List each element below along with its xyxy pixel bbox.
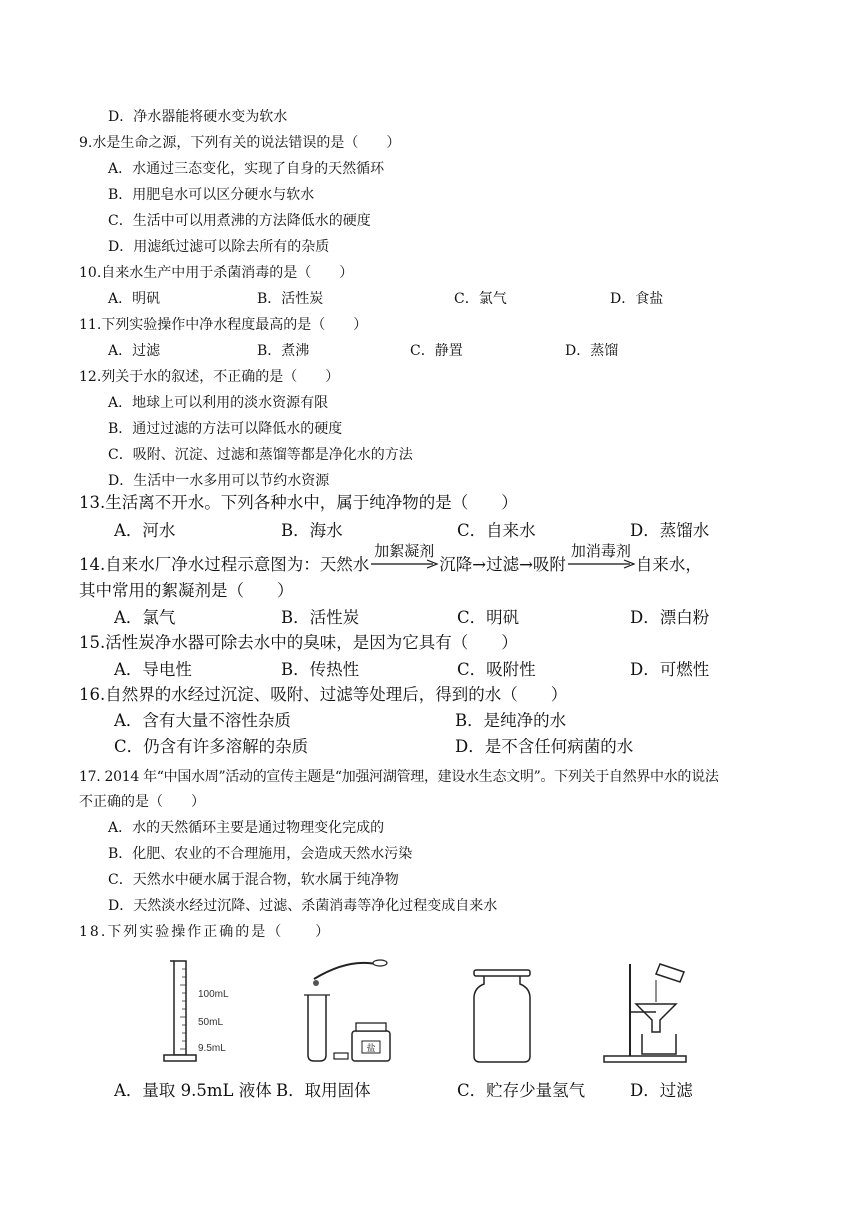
q15-option-c: C．吸附性 — [457, 660, 536, 679]
q13-stem: 13.生活离不开水。下列各种水中，属于纯净物的是（ ） — [79, 493, 518, 512]
q16-option-c: C．仍含有许多溶解的杂质 — [114, 737, 309, 756]
q17-option-a: A．水的天然循环主要是通过物理变化完成的 — [108, 820, 385, 836]
q11-option-c: C．静置 — [410, 343, 463, 359]
q18-option-a: A．量取 9.5mL 液体 — [114, 1081, 272, 1100]
q10-option-b: B．活性炭 — [257, 291, 324, 307]
q13-option-b: B．海水 — [281, 521, 343, 540]
q15-stem: 15.活性炭净水器可除去水中的臭味，是因为它具有（ ） — [79, 633, 518, 652]
q17-stem-line2: 不正确的是（ ） — [79, 794, 205, 810]
q12-option-d: D．生活中一水多用可以节约水资源 — [108, 473, 330, 489]
q14-option-d: D．漂白粉 — [630, 608, 710, 627]
q9-option-a: A．水通过三态变化，实现了自身的天然循环 — [108, 161, 385, 177]
q11-option-a: A．过滤 — [108, 343, 161, 359]
q11-option-d: D．蒸馏 — [565, 343, 619, 359]
q9-stem: 9.水是生命之源，下列有关的说法错误的是（ ） — [79, 135, 401, 151]
q12-stem: 12.列关于水的叙述，不正确的是（ ） — [79, 369, 340, 385]
q11-option-b: B．煮沸 — [257, 343, 310, 359]
q15-option-d: D．可燃性 — [630, 660, 710, 679]
q17-option-c: C．天然水中硬水属于混合物，软水属于纯净物 — [108, 872, 399, 888]
q14-middle: 沉降→过滤→吸附 — [439, 555, 566, 574]
q17-option-d: D．天然淡水经过沉降、过滤、杀菌消毒等净化过程变成自来水 — [108, 898, 498, 914]
q12-option-b: B．通过过滤的方法可以降低水的硬度 — [108, 421, 343, 437]
q13-option-d: D．蒸馏水 — [630, 521, 710, 540]
q11-stem: 11.下列实验操作中净水程度最高的是（ ） — [79, 317, 368, 333]
q12-option-a: A．地球上可以利用的淡水资源有限 — [108, 395, 329, 411]
q10-option-d: D．食盐 — [610, 291, 664, 307]
q9-option-d: D．用滤纸过滤可以除去所有的杂质 — [108, 239, 330, 255]
q16-option-b: B．是纯净的水 — [455, 711, 567, 730]
q17-stem-line1: 17. 2014 年“中国水周”活动的宣传主题是“加强河湖管理，建设水生态文明”。下列关于自然界中水的说法 — [79, 769, 719, 785]
q18-stem: 18.下列实验操作正确的是（ ） — [79, 924, 332, 940]
q10-stem: 10.自来水生产中用于杀菌消毒的是（ ） — [79, 265, 354, 281]
q9-option-b: B．用肥皂水可以区分硬水与软水 — [108, 187, 315, 203]
gas-jar-figure — [470, 968, 540, 1066]
q14-prefix: 14.自来水厂净水过程示意图为：天然水 — [79, 555, 370, 574]
q14-process-line — [79, 542, 702, 574]
q17-option-b: B．化肥、农业的不合理施用，会造成天然水污染 — [108, 846, 413, 862]
q12-option-c: C．吸附、沉淀、过滤和蒸馏等都是净化水的方法 — [108, 447, 413, 463]
q18-option-d: D．过滤 — [630, 1081, 693, 1100]
q14-option-b: B．活性炭 — [281, 608, 360, 627]
q15-option-a: A．导电性 — [114, 660, 192, 679]
q16-option-d: D．是不含任何病菌的水 — [455, 737, 634, 756]
filtration-figure — [600, 958, 700, 1066]
q14-arrow-disinfectant — [566, 542, 636, 570]
q15-option-b: B．传热性 — [281, 660, 360, 679]
q9-option-c: C．生活中可以用煮沸的方法降低水的硬度 — [108, 213, 371, 229]
q18-option-b: B．取用固体 — [276, 1081, 371, 1100]
q14-arrow2-label: 加消毒剂 — [570, 542, 631, 560]
q10-option-a: A．明矾 — [108, 291, 161, 307]
q14-arrow1-label: 加絮凝剂 — [374, 542, 435, 560]
q13-option-c: C．自来水 — [457, 521, 536, 540]
solid-sampling-figure — [300, 955, 430, 1067]
q16-stem: 16.自然界的水经过沉淀、吸附、过滤等处理后，得到的水（ ） — [79, 685, 568, 704]
q14-option-a: A．氯气 — [114, 608, 176, 627]
cylinder-mark-50: 50mL — [198, 1017, 224, 1028]
q14-suffix: 自来水， — [635, 555, 702, 574]
graduated-cylinder-figure — [160, 955, 240, 1067]
q14-arrow-flocculant — [369, 542, 439, 570]
reagent-jar-label: 盐 — [366, 1044, 376, 1054]
q14-option-c: C．明矾 — [457, 608, 520, 627]
q18-option-c: C．贮存少量氢气 — [457, 1081, 586, 1100]
cylinder-mark-100: 100mL — [198, 989, 229, 1000]
q10-option-c: C．氯气 — [454, 291, 507, 307]
q16-option-a: A．含有大量不溶性杂质 — [114, 711, 291, 730]
q14-stem-line2: 其中常用的絮凝剂是（ ） — [79, 581, 294, 600]
q8-option-d: D．净水器能将硬水变为软水 — [108, 109, 288, 125]
q13-option-a: A．河水 — [114, 521, 176, 540]
cylinder-mark-9-5: 9.5mL — [198, 1043, 226, 1054]
